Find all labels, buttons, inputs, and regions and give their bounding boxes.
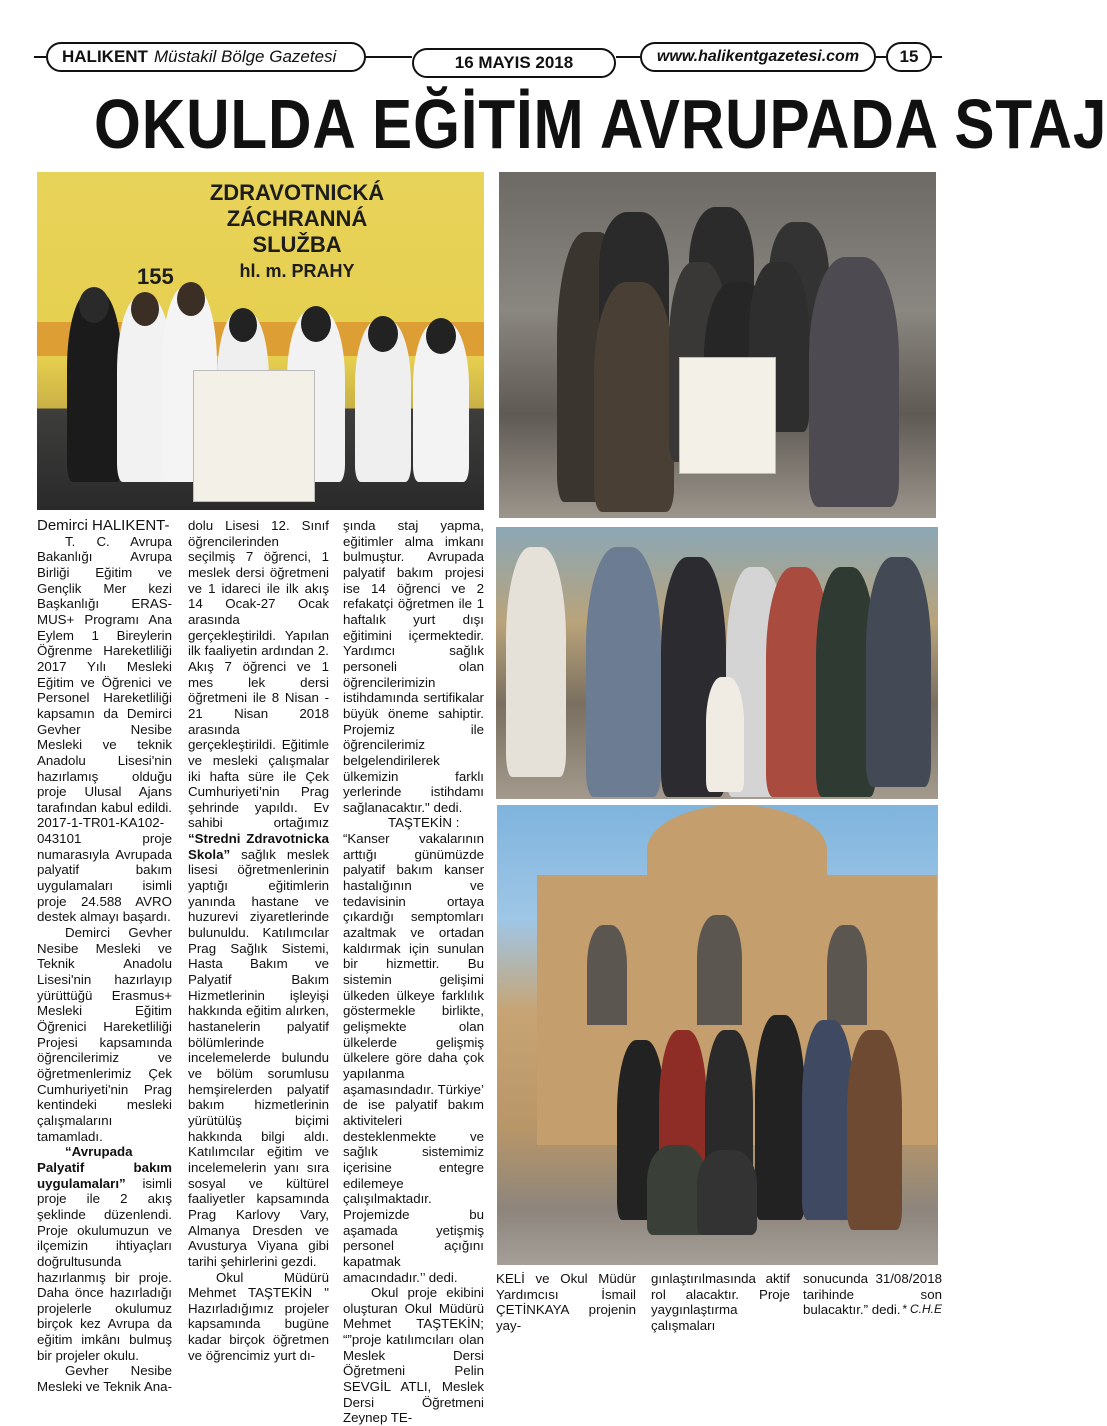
article-text: sonucunda 31/08/2018 tarihinde son bulacaktır.” dedi. — [803, 1271, 942, 1318]
paper-masthead — [46, 42, 366, 72]
headline: OKULDA EĞİTİM AVRUPADA STAJ — [94, 85, 1107, 163]
article-column-6 — [803, 1271, 942, 1318]
article-column-2 — [188, 518, 329, 1363]
article-paragraph: “Kanser vakalarının arttığı günümüzde palyatif bakım kanser hastalığının ve tedavisinin ortaya çıkardığı semptomları azaltmak ve ortadan kaldırmak için sunulan bir hizmettir. Bu sistemin gelişimi ülkeden ülkeye farklılık göstermekle birlikte, gelişmekte olan ülkelerde gelişmiş ülkelere göre daha çok yapılanma aşamasındadır. Türkiye’ de ise palyatif bakım aktiviteleri desteklenmekte ve sağlık sistemimiz içerisine entegre edilemeye çalışılmaktadır. Projemizde bu aşamada yetişmiş personel açığını kapatmak amacındadır.’’ dedi. — [343, 831, 484, 1285]
ambulance-number: 155 — [137, 264, 174, 289]
photo-city-square — [496, 527, 938, 799]
website-link[interactable]: www.halikentgazetesi.com — [640, 42, 876, 72]
person-figure — [809, 257, 899, 507]
paper-name: HALIKENT — [62, 47, 148, 66]
head — [229, 308, 257, 342]
article-column-3 — [343, 518, 484, 1426]
article-paragraph: Gevher Nesibe Mesleki ve Teknik Ana- — [37, 1363, 173, 1395]
ambulance-text-line: SLUŽBA — [252, 232, 342, 257]
project-banner — [679, 357, 776, 474]
page-number: 15 — [886, 42, 932, 72]
article-text: isimli proje ile 2 akış şeklinde düzenlendi. Proje okulumuzun ve ilçemizin ihtiyaçları doğrultusunda hazırlanmış bir proje. Daha önce hazırladığı projelerle okulumuz birçok kez Avrupa da eğitim imkânı bulmuş bir projeler okulu. — [37, 1175, 172, 1363]
project-name-bold: “Avrupada Palyatif bakım uygulamaları” — [37, 1144, 172, 1191]
photo-group-stairs — [499, 172, 936, 518]
person-seated — [697, 1150, 757, 1235]
church-window — [587, 925, 627, 1025]
header-rule-mid3 — [876, 56, 886, 58]
head — [177, 282, 205, 316]
header-rule-mid2 — [616, 56, 640, 58]
article-paragraph: Okul Müdürü Mehmet TAŞTEKİN " Hazırladığımız projeler kapsamında bugüne kadar birçok öğretmen ve öğrencimiz yurt dı- — [188, 1269, 329, 1363]
person-figure — [586, 547, 661, 797]
article-text: sağlık meslek lisesi öğretmenlerinin yaptığı eğitimlerin yanında hastane ve huzurevi ziyaretlerinde bulunuldu. Katılımcılar Prag Sağlık Sistemi, Hasta Bakım ve Palyatif Bakım Hizmetlerinin işleyişi hakkında eğitim alırken, hastanelerin palyatif bölümlerinde incelemelerde bulundu ve bölüm sorumlusu hemşirelerden palyatif bakım hizmetlerinin yürütülüş biçimi hakkında bilgi aldı. Katılımcılar eğitim ve incelemelerin yanı sıra sosyal ve kültürel faaliyetler kapsamında Prag Karlovy Vary, Almanya Dresden ve Avusturya Viyana gibi tarihi şehirlerini gezdi. — [188, 846, 329, 1269]
person-figure — [594, 282, 674, 512]
article-byline: Demirci HALIKENT- — [37, 517, 170, 534]
header-rule-left — [34, 56, 46, 58]
article-paragraph: şında staj yapma, eğitimler alma imkanı bulmuştur. Avrupada palyatif bakım projesi ise 14 öğrenci ve 2 refakatçi öğretmen ile 1 haftalık yurt dışı eğitimini içermektedir. Yardımcı sağlık personeli olan öğrencilerimizin istihdamında sertifikalar büyük öneme sahiptir. Projemiz ile öğrencilerimiz belgelendirilerek ülkemizin farklı yerlerinde istihdamı sağlanacaktır." dedi. — [343, 518, 484, 815]
article-paragraph: T. C. Avrupa Bakanlığı Avrupa Birliği Eğitim ve Gençlik Mer kezi Başkanlığı ERAS-MUS+ Programı Ana Eylem 1 Bireylerin Öğrenme Hareketliliği 2017 Yılı Mesleki Eğitim ve Öğrenici ve Personel Hareketliliği kapsamın da Demirci Gevher Nesibe Mesleki ve teknik Anadolu Lisesi'nin hazırlamış olduğu proje Ulusal Ajans tarafından kabul edildi. 2017-1-TR01-KA102-043101 proje numarasıyla Avrupada palyatif bakım uygulamaları isimli proje 24.588 AVRO destek almayı başardı. — [37, 533, 172, 925]
project-banner — [193, 370, 315, 502]
person-figure — [866, 557, 931, 787]
article-column-4: KELİ ve Okul Müdür Yardımcısı İsmail ÇETİNKAYA projenin yay- — [496, 1271, 636, 1333]
article-text: dolu Lisesi 12. Sınıf öğrencilerinden seçilmiş 7 öğrenci, 1 meslek dersi öğretmeni ve 1 idareci ile ilk akış 14 Ocak-27 Ocak arasında gerçekleştirildi. Yapılan ilk faaliyetin ardından 2. Akış 7 öğrenci ve 1 mes lek dersi öğretmeni ile 8 Nisan - 21 Nisan 2018 arasında gerçekleştirildi. Eğitimle ve mesleki çalışmalar iki hafta süre ile Çek Cumhuriyeti’nin Prag şehrinde yapıldı. Ev sahibi ortağımız — [188, 518, 329, 831]
article-paragraph: Demirci Gevher Nesibe Mesleki ve Teknik Anadolu Lisesi'nin hazırlayıp yürüttüğü Erasmus+ Mesleki Eğitim Öğrenici Hareketliliği Projesi kapsamında öğrencilerimiz ve öğretmenlerimiz Çek Cumhuriyeti'nin Prag kentindeki mesleki çalışmalarını tamamladı. — [37, 925, 172, 1144]
person-figure — [755, 1015, 805, 1220]
header-rule-right — [932, 56, 942, 58]
person-figure — [506, 547, 566, 777]
article-subhead: TAŞTEKİN : — [388, 815, 460, 831]
ambulance-text-line: ZDRAVOTNICKÁ — [209, 180, 385, 205]
photo-students-ambulance — [37, 172, 484, 510]
head — [79, 287, 109, 323]
paper-subtitle: Müstakil Bölge Gazetesi — [153, 47, 337, 66]
church-window — [827, 925, 867, 1025]
ambulance-text-line: ZÁCHRANNÁ — [226, 206, 368, 231]
article-column-5: gınlaştırılmasında aktif rol alacaktır. Proje yaygınlaştırma çalışmaları — [651, 1271, 790, 1333]
head — [368, 316, 398, 352]
author-credit: * C.H.E — [901, 1302, 942, 1317]
head — [131, 292, 159, 326]
ambulance-lettering — [167, 180, 427, 284]
article-column-1 — [37, 518, 172, 1395]
head — [426, 318, 456, 354]
photo-church-group — [497, 805, 938, 1265]
article-paragraph: Okul proje ekibini oluşturan Okul Müdürü Mehmet TAŞTEKİN; “”proje katılımcıları olan Meslek Dersi Öğretmeni Pelin SEVGİL ATLI, Meslek Dersi Öğretmeni Zeynep TE- — [343, 1285, 484, 1426]
child-figure — [706, 677, 744, 792]
church-window — [697, 915, 742, 1025]
header-rule-mid1 — [366, 56, 412, 58]
issue-date: 16 MAYIS 2018 — [412, 48, 616, 78]
head — [301, 306, 331, 342]
person-figure — [847, 1030, 902, 1230]
partner-school-bold: “Stredni Zdravotnicka Skola” — [188, 831, 329, 862]
ambulance-text-line: hl. m. PRAHY — [239, 261, 355, 281]
